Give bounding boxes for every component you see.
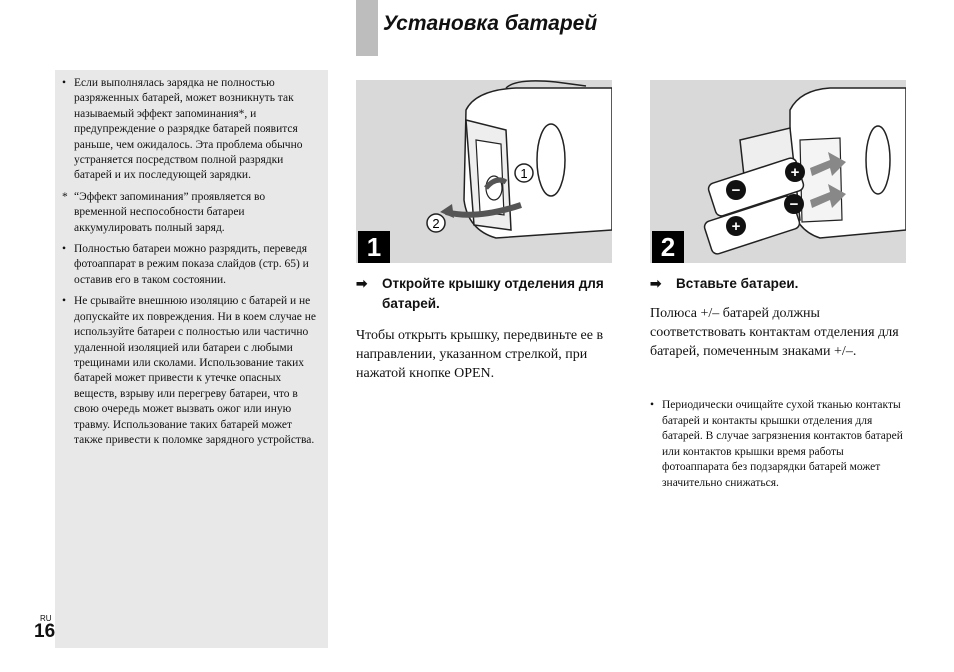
step2-heading-text: Вставьте батареи. bbox=[676, 276, 799, 291]
svg-text:−: − bbox=[789, 196, 799, 213]
sidebar-note: • Полностью батареи можно разрядить, переведя фотоаппарат в режим показа слайдов (стр. 65) и оставив его в таком состоянии. bbox=[62, 243, 309, 286]
page-language: RU bbox=[40, 614, 52, 623]
svg-text:−: − bbox=[731, 182, 741, 199]
step1-heading-text: Откройте крышку отделения для батарей. bbox=[382, 276, 604, 311]
step2-illustration bbox=[650, 80, 906, 263]
step1-illustration bbox=[356, 80, 612, 263]
sidebar-footnote: * “Эффект запоминания” проявляется во временной неспособности батареи аккумулировать полный заряд. bbox=[62, 190, 266, 234]
arrow-right-icon: ➡ bbox=[356, 276, 368, 291]
camera-insert-batteries-drawing bbox=[650, 80, 906, 263]
callout-2: 2 bbox=[432, 216, 440, 231]
step2-heading bbox=[650, 274, 896, 294]
sidebar-note: • Не срывайте внешнюю изоляцию с батарей и не допускайте их повреждения. Ни в коем случае не используйте батареи с полностью или частично удаленной изоляцией или батареи с любыми трещинами или сколами. Использование таких батарей может привести к утечке опасных веществ, взрыву или перегреву батареи, что в свою очередь может вызвать ожог или иную травму. Использование таких батарей может также привести к поломке зарядного устройства. bbox=[62, 295, 317, 446]
step-number-2: 2 bbox=[652, 231, 684, 263]
sidebar-note: • Если выполнялась зарядка не полностью разряженных батарей, может возникнуть так называемый эффект запоминания*, и предупреждение о разрядке батарей появится раньше, чем ожидалось. Эта проблема обычно устраняется посредством полной разрядки батарей и их последующей зарядки. bbox=[62, 77, 303, 182]
title-accent-bar bbox=[356, 0, 378, 56]
svg-text:+: + bbox=[790, 164, 800, 181]
arrow-right-icon: ➡ bbox=[650, 276, 662, 291]
step1-heading bbox=[356, 274, 622, 314]
page-title: Установка батарей bbox=[383, 12, 598, 35]
callout-1: 1 bbox=[520, 166, 528, 181]
step2-note: • Периодически очищайте сухой тканью контакты батарей и контакты крышки отделения для батарей. В случае загрязнения контактов батарей или контактов крышки время работы фотоаппарата без подзарядки батарей может значительно снижаться. bbox=[650, 399, 903, 489]
svg-text:+: + bbox=[731, 218, 741, 235]
step1-body: Чтобы открыть крышку, передвиньте ее в направлении, указанном стрелкой, при нажатой кнопке OPEN. bbox=[356, 328, 604, 381]
step-number-1: 1 bbox=[358, 231, 390, 263]
sidebar-notes bbox=[62, 76, 320, 454]
step2-body: Полюса +/– батарей должны соответствовать контактам отделения для батарей, помеченным знаками +/–. bbox=[650, 306, 899, 359]
camera-open-cover-drawing bbox=[356, 80, 612, 263]
page-number: 16 bbox=[34, 621, 56, 642]
